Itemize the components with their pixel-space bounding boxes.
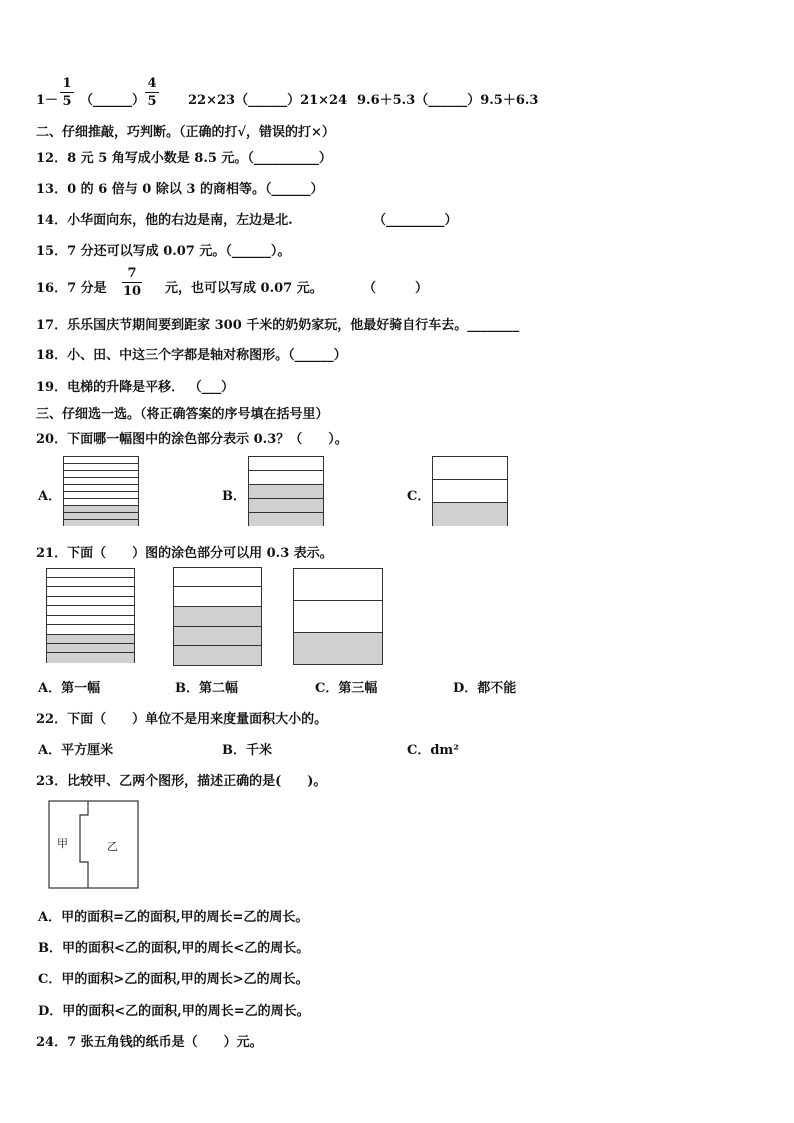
q22-option-a[interactable]: A．平方厘米 (38, 743, 114, 758)
q20-figure-a (63, 456, 139, 526)
q23-option-d[interactable]: D．甲的面积<乙的面积,甲的周长=乙的周长。 (38, 1004, 310, 1019)
question-22-stem[interactable]: 22．下面（ ）单位不是用来度量面积大小的。 (36, 712, 328, 727)
question-17[interactable]: 17．乐乐国庆节期间要到距家 300 千米的奶奶家玩，他最好骑自行车去。________ (36, 318, 520, 333)
question-24[interactable]: 24．7 张五角钱的纸币是（ ）元。 (36, 1035, 263, 1050)
question-23-stem[interactable]: 23．比较甲、乙两个图形，描述正确的是( )。 (36, 774, 327, 789)
q21-figure-1 (46, 568, 135, 663)
q22-option-c[interactable]: C．dm² (407, 743, 459, 758)
question-16-fraction (122, 266, 142, 299)
q11-compare-b[interactable]: 22×23（______）21×24 (188, 93, 348, 108)
question-21-stem[interactable]: 21．下面（ ）图的涂色部分可以用 0.3 表示。 (36, 546, 333, 561)
question-16-blank[interactable]: （ ） (363, 281, 429, 296)
question-20-stem[interactable]: 20．下面哪一幅图中的涂色部分表示 0.3？（ ）。 (36, 432, 348, 447)
q21-option-a[interactable]: A．第一幅 (38, 681, 101, 696)
q11-fraction-1 (60, 76, 74, 109)
q20-option-b[interactable]: B． (222, 489, 246, 504)
q23-option-b[interactable]: B．甲的面积<乙的面积,甲的周长<乙的周长。 (38, 941, 310, 956)
fraction-numerator: 7 (127, 266, 137, 281)
q11-compare-c[interactable]: 9.6＋5.3（______）9.5＋6.3 (357, 93, 539, 108)
q22-option-b[interactable]: B．千米 (222, 743, 272, 758)
q21-option-c[interactable]: C．第三幅 (315, 681, 378, 696)
question-14: 14．小华面向东，他的右边是南，左边是北. (36, 213, 293, 228)
q23-option-a[interactable]: A．甲的面积=乙的面积,甲的周长=乙的周长。 (38, 910, 309, 925)
question-14-blank[interactable]: （_________） (373, 213, 458, 228)
q23-option-c[interactable]: C．甲的面积>乙的面积,甲的周长>乙的周长。 (38, 972, 309, 987)
question-15[interactable]: 15．7 分还可以写成 0.07 元。（______）。 (36, 244, 291, 259)
question-16-suffix: 元，也可以写成 0.07 元。 (165, 281, 323, 296)
q11-blank-1[interactable]: （______） (80, 93, 146, 108)
label-yi: 乙 (107, 840, 118, 853)
fraction-denominator: 5 (147, 94, 157, 109)
q21-figure-2 (173, 567, 262, 666)
q20-figure-b (248, 456, 324, 526)
q11-fraction-2 (145, 76, 159, 109)
question-19[interactable]: 19．电梯的升降是平移． （___） (36, 380, 235, 395)
fraction-denominator: 5 (62, 94, 72, 109)
question-18[interactable]: 18．小、田、中这三个字都是轴对称图形。（______） (36, 348, 347, 363)
q21-option-d[interactable]: D．都不能 (453, 681, 517, 696)
q11-prefix: 1－ (36, 93, 59, 108)
q20-option-a[interactable]: A． (38, 489, 62, 504)
label-jia: 甲 (57, 837, 68, 850)
fraction-numerator: 1 (62, 76, 72, 91)
q20-figure-c (432, 456, 508, 526)
section-2-heading: 二、仔细推敲，巧判断。（正确的打√，错误的打×） (36, 125, 335, 140)
question-13[interactable]: 13．0 的 6 倍与 0 除以 3 的商相等。（______） (36, 182, 324, 197)
fraction-numerator: 4 (147, 76, 157, 91)
question-16-prefix: 16．7 分是 (36, 281, 107, 296)
fraction-denominator: 10 (122, 284, 142, 299)
q21-figure-3 (293, 568, 383, 665)
section-3-heading: 三、仔细选一选。（将正确答案的序号填在括号里） (36, 407, 329, 422)
q21-option-b[interactable]: B．第二幅 (175, 681, 238, 696)
question-12[interactable]: 12．8 元 5 角写成小数是 8.5 元。（__________） (36, 151, 332, 166)
q20-option-c[interactable]: C． (407, 489, 431, 504)
